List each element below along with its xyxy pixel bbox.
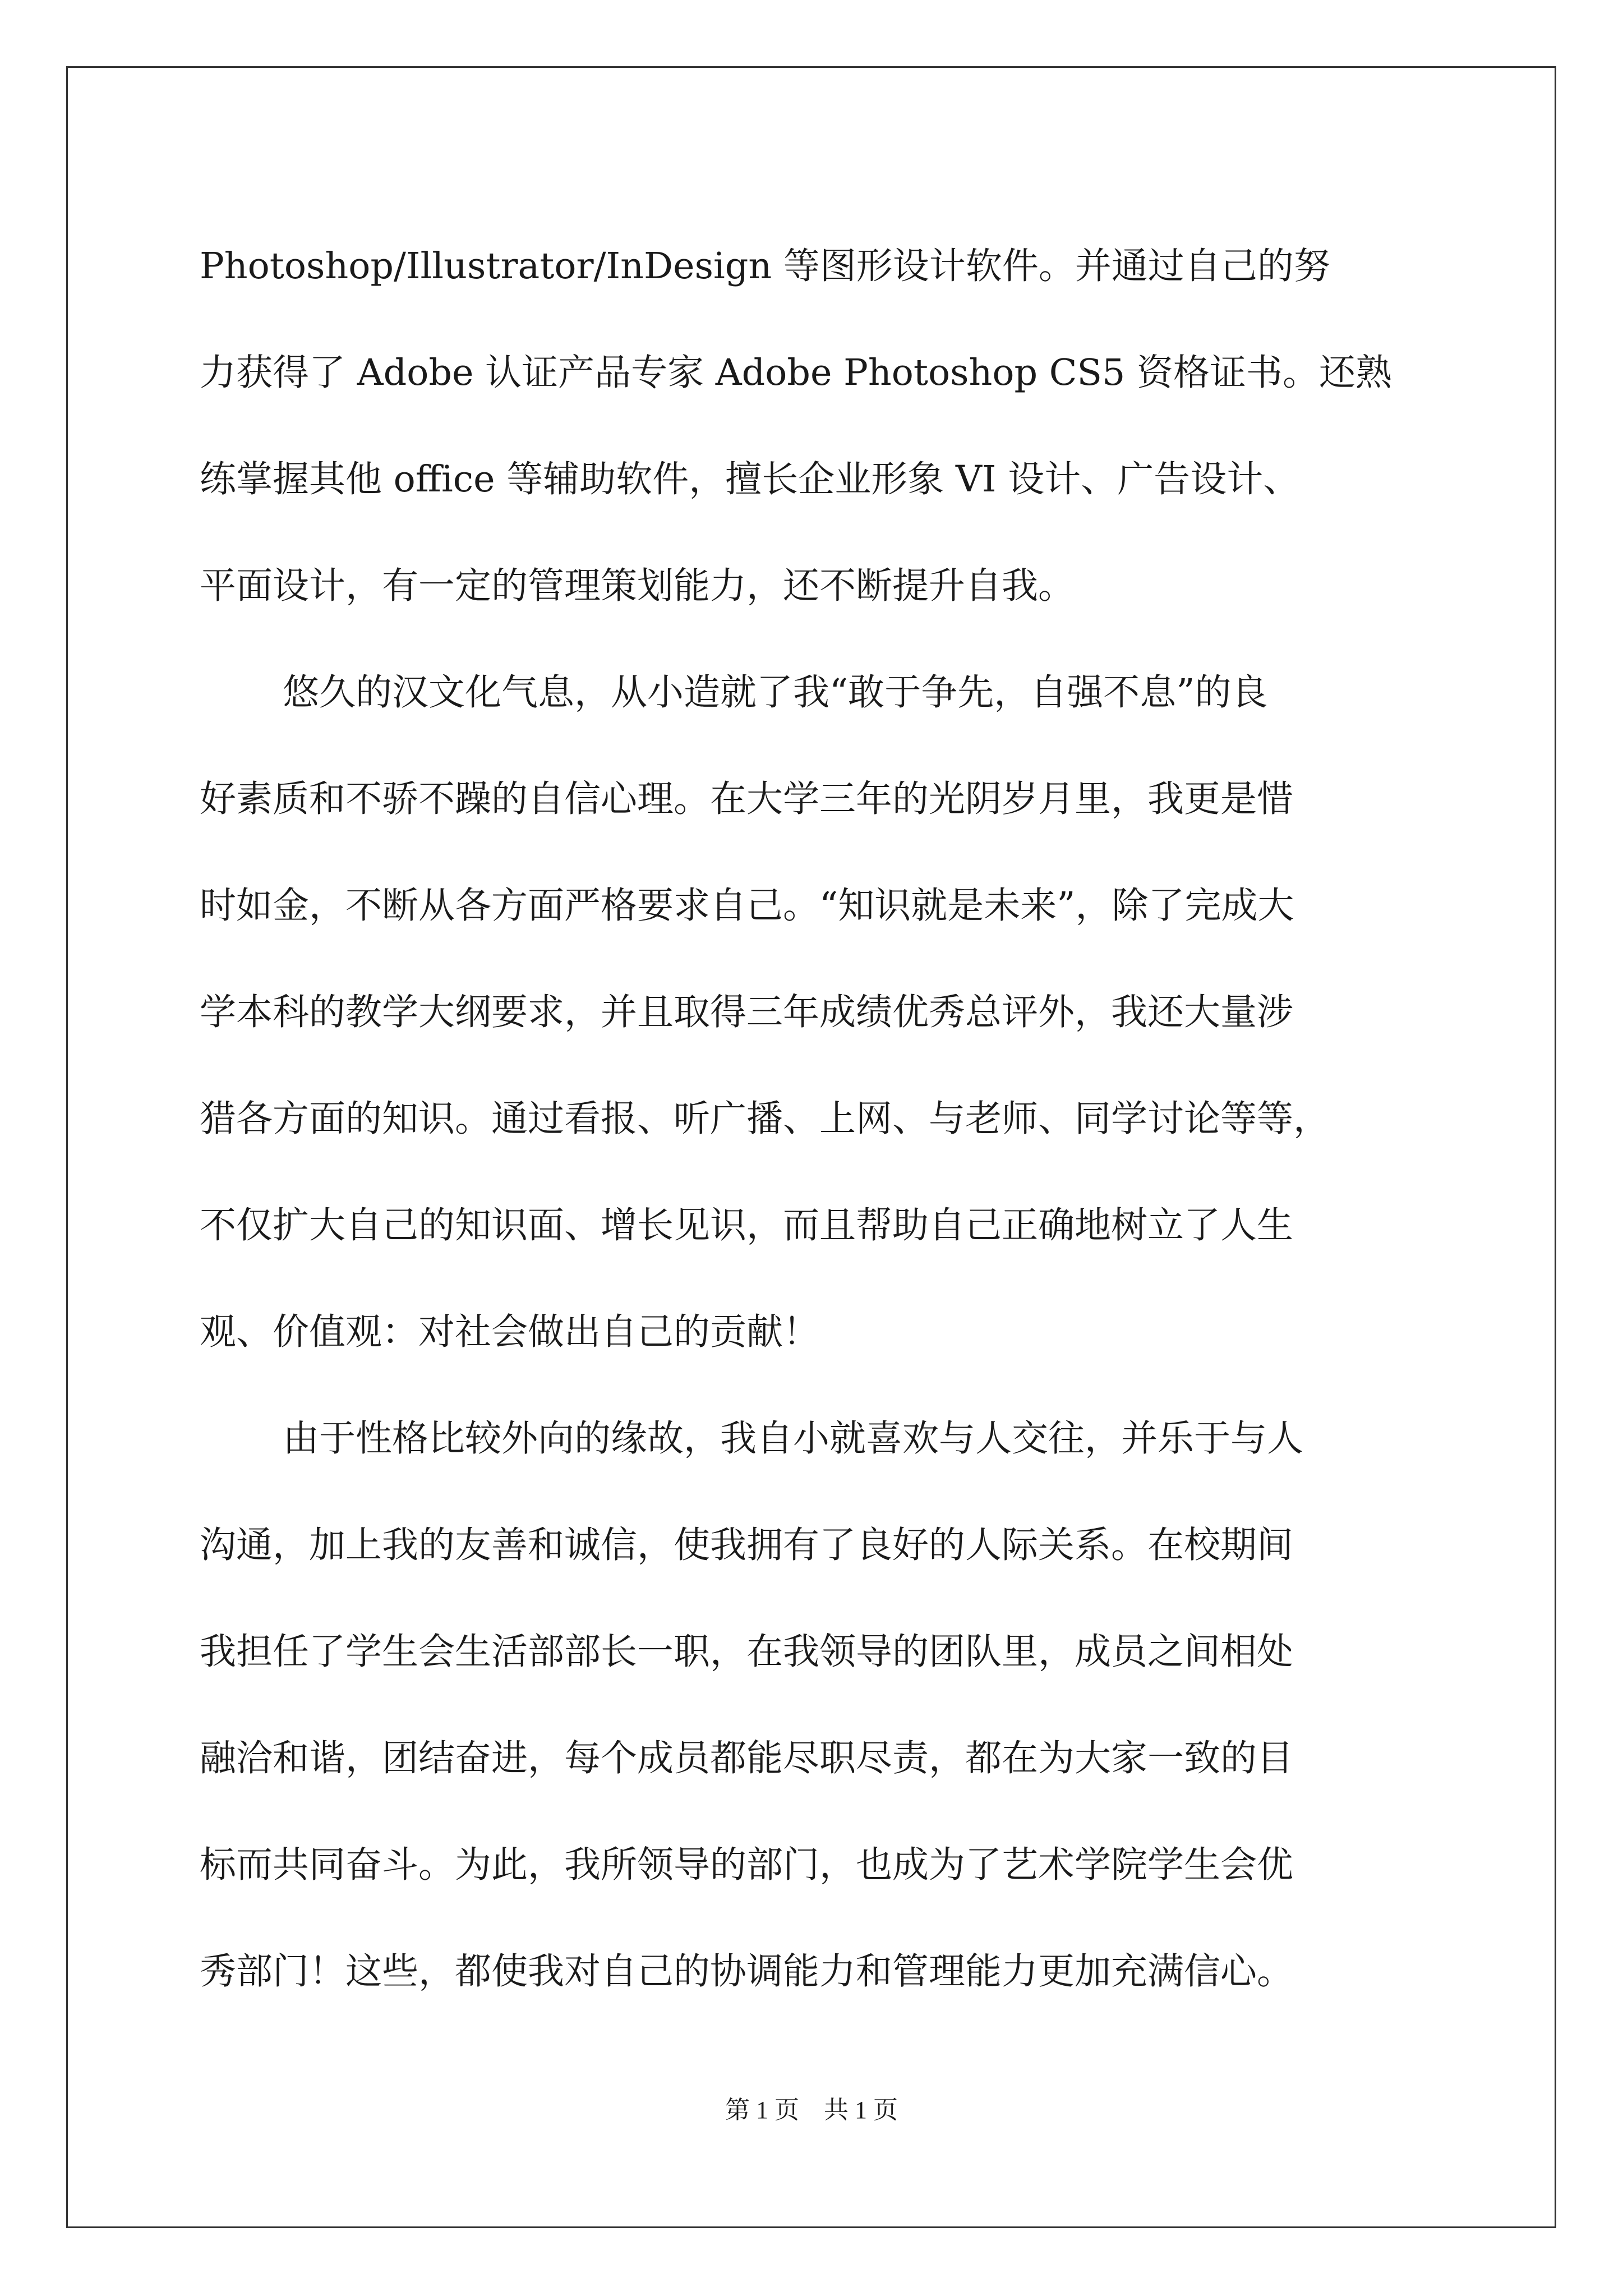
text-line: 时如金，不断从各方面严格要求自己。“知识就是未来”，除了完成大 bbox=[200, 885, 1294, 927]
text-line: 猎各方面的知识。通过看报、听广播、上网、与老师、同学讨论等等， bbox=[200, 1098, 1330, 1140]
page-number-footer: 第 1 页 共 1 页 bbox=[725, 2096, 898, 2124]
text-line: 悠久的汉文化气息，从小造就了我“敢于争先，自强不息”的良 bbox=[283, 671, 1268, 714]
document-body bbox=[200, 213, 1422, 2025]
text-line: 由于性格比较外向的缘故，我自小就喜欢与人交往，并乐于与人 bbox=[283, 1418, 1304, 1460]
text-line: 秀部门！这些，都使我对自己的协调能力和管理能力更加充满信心。 bbox=[200, 1950, 1294, 1993]
paragraph-2 bbox=[200, 639, 1422, 1386]
text-line: 不仅扩大自己的知识面、增长见识，而且帮助自己正确地树立了人生 bbox=[200, 1204, 1294, 1246]
text-line: 融洽和谐，团结奋进，每个成员都能尽职尽责，都在为大家一致的目 bbox=[200, 1737, 1294, 1779]
text-line: 力获得了 Adobe 认证产品专家 Adobe Photoshop CS5 资格证书。还熟 bbox=[200, 352, 1393, 394]
text-line: Photoshop/Illustrator/InDesign 等图形设计软件。并通过自己的努 bbox=[200, 245, 1330, 287]
text-line: 沟通，加上我的友善和诚信，使我拥有了良好的人际关系。在校期间 bbox=[200, 1524, 1294, 1566]
paragraph-1 bbox=[200, 213, 1422, 639]
text-line: 好素质和不骄不躁的自信心理。在大学三年的光阴岁月里，我更是惜 bbox=[200, 778, 1294, 820]
text-line: 标而共同奋斗。为此，我所领导的部门，也成为了艺术学院学生会优 bbox=[200, 1844, 1294, 1886]
paragraph-3 bbox=[200, 1386, 1422, 2025]
text-line: 我担任了学生会生活部部长一职，在我领导的团队里，成员之间相处 bbox=[200, 1631, 1294, 1673]
text-line: 观、价值观：对社会做出自己的贡献！ bbox=[200, 1311, 820, 1353]
text-line: 平面设计，有一定的管理策划能力，还不断提升自我。 bbox=[200, 565, 1075, 607]
text-line: 练掌握其他 office 等辅助软件，擅长企业形象 VI 设计、广告设计、 bbox=[200, 458, 1300, 500]
text-line: 学本科的教学大纲要求，并且取得三年成绩优秀总评外，我还大量涉 bbox=[200, 991, 1294, 1033]
